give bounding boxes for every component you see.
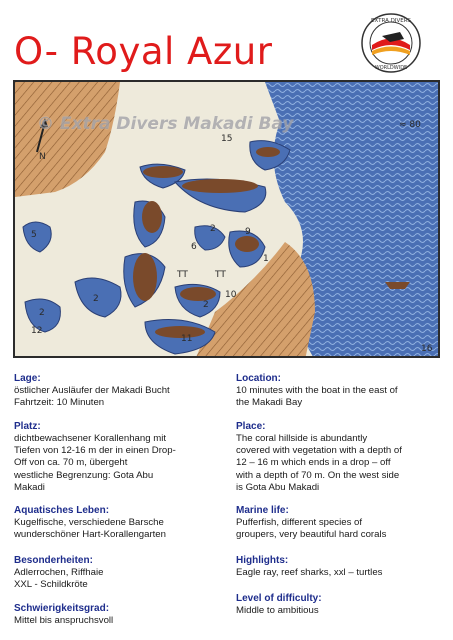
page-title: O- Royal Azur (14, 30, 273, 73)
depth-label: 6 (191, 242, 197, 252)
map-watermark: © Extra Divers Makadi Bay (37, 114, 294, 134)
info-heading: Highlights: (236, 555, 289, 566)
info-block (236, 372, 446, 409)
svg-text:WORLDWIDE: WORLDWIDE (374, 65, 408, 71)
depth-label: 2 (210, 224, 216, 234)
depth-label: 10 (225, 290, 237, 300)
info-text: Pufferfish, different species of groupers, very beautiful hard corals (236, 517, 387, 541)
info-heading: Location: (236, 373, 281, 384)
depth-label: TT (215, 270, 226, 280)
info-block (14, 420, 224, 494)
depth-label: 12 (31, 326, 43, 336)
depth-label: ≈ 80 (399, 120, 421, 130)
info-heading: Level of difficulty: (236, 593, 322, 604)
info-text: Middle to ambitious (236, 605, 319, 616)
info-heading: Lage: (14, 373, 41, 384)
info-heading: Marine life: (236, 505, 289, 516)
depth-label: 2 (39, 308, 45, 318)
depth-label: 1 (263, 254, 269, 264)
depth-label: 15 (221, 134, 233, 144)
info-text: Eagle ray, reef sharks, xxl – turtles (236, 567, 383, 578)
depth-label: 5 (31, 230, 37, 240)
info-heading: Platz: (14, 421, 41, 432)
info-text: The coral hillside is abundantly covered with vegetation with a depth of 12 – 16 m which ends in a drop – off with a depth of 70 m. On the west side is Gota Abu Makadi (236, 433, 402, 493)
info-text: Kugelfische, verschiedene Barsche wunderschöner Hart-Korallengarten (14, 517, 166, 541)
info-block (14, 504, 224, 541)
info-block (236, 504, 446, 541)
info-heading: Schwierigkeitsgrad: (14, 603, 110, 614)
info-block (236, 420, 446, 494)
info-text: Mittel bis anspruchsvoll (14, 615, 114, 626)
depth-label: 9 (245, 227, 251, 237)
info-block (236, 592, 446, 617)
depth-label: 2 (203, 300, 209, 310)
info-text: Adlerrochen, Riffhaie XXL - Schildkröte (14, 567, 104, 591)
dive-site-map (13, 80, 440, 358)
depth-label: 2 (93, 294, 99, 304)
extra-divers-logo (360, 12, 422, 74)
info-text: dichtbewachsener Korallenhang mit Tiefen von 12-16 m der in einen Drop- Off von ca. 70 m, übergeht westliche Begrenzung: Gota Abu Makadi (14, 433, 176, 493)
depth-label: 11 (181, 334, 193, 344)
svg-text:EXTRA DIVERS: EXTRA DIVERS (370, 18, 412, 24)
info-text: östlicher Ausläufer der Makadi Bucht Fahrtzeit: 10 Minuten (14, 385, 170, 409)
info-heading: Besonderheiten: (14, 555, 93, 566)
info-block (236, 554, 446, 579)
info-block (14, 602, 224, 627)
info-block (14, 372, 224, 409)
info-heading: Place: (236, 421, 266, 432)
info-text: 10 minutes with the boat in the east of the Makadi Bay (236, 385, 398, 409)
info-heading: Aquatisches Leben: (14, 505, 110, 516)
depth-label: TT (177, 270, 188, 280)
depth-label: 16 (421, 344, 433, 354)
info-block (14, 554, 224, 591)
north-label: N (39, 152, 46, 162)
